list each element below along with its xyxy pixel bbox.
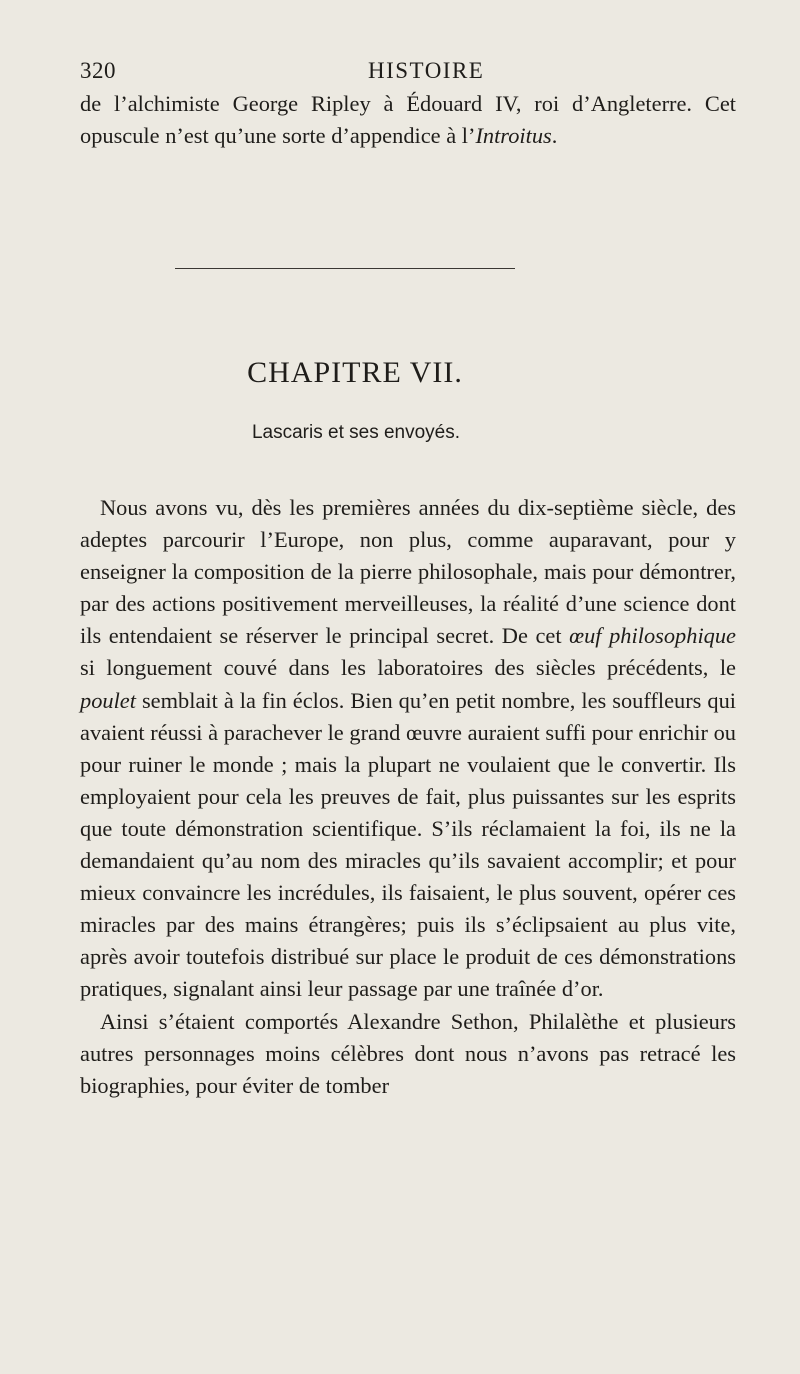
paragraph-2 — [80, 1006, 736, 1102]
section-divider — [175, 268, 515, 269]
continuation-text: de l’alchimiste George Ripley à Édouard IV, roi d’Angleterre. Cet opuscule n’est qu’une sorte d’appendice à l’ — [80, 91, 736, 149]
paragraph-1-text-a: Nous avons vu, dès les premières années du dix-septième siècle, des adeptes parcourir l’Europe, non plus, comme auparavant, pour y enseigner la composition de la pierre philosophale, mais pour démontrer, par des actions positivement merveilleuses, la réalité d’une science dont ils entendaient se réserver le principal secret. De cet — [80, 495, 736, 649]
paragraph-1-italic-a: œuf philosophique — [569, 623, 736, 649]
continuation-paragraph — [80, 88, 736, 152]
paragraph-1 — [80, 492, 736, 1006]
page-number: 320 — [80, 58, 116, 83]
continuation-end: . — [551, 123, 558, 149]
running-title: HISTOIRE — [368, 58, 485, 83]
running-head — [80, 58, 730, 88]
paragraph-1-text-b: si longuement couvé dans les laboratoires des siècles précédents, le — [80, 655, 736, 681]
paragraph-1-text-c: semblait à la fin éclos. Bien qu’en petit nombre, les souffleurs qui avaient réussi à parachever le grand œuvre auraient suffi pour enrichir ou pour ruiner le monde ; mais la plupart ne voulaient que le convertir. Ils employaient pour cela les preuves de fait, plus puissantes sur les esprits que toute démonstration scientifique. S’ils réclamaient la foi, ils ne la demandaient qu’au nom des miracles qu’ils savaient accomplir; et pour mieux convaincre les incrédules, ils faisaient, le plus souvent, opérer ces miracles par des mains étrangères; puis ils s’éclipsaient au plus vite, après avoir toutefois distribué sur place le produit de ces démonstrations pratiques, signalant ainsi leur passage par une traînée d’or. — [80, 687, 736, 1002]
chapter-title: CHAPITRE VII. — [247, 356, 463, 389]
paragraph-1-italic-b: poulet — [80, 687, 136, 713]
chapter-subtitle: Lascaris et ses envoyés. — [251, 422, 461, 443]
paragraph-2-text: Ainsi s’étaient comportés Alexandre Sethon, Philalèthe et plusieurs autres personnages moins célèbres dont nous n’avons pas retracé les biographies, pour éviter de tomber — [80, 1009, 736, 1099]
continuation-italic: Introitus — [475, 123, 552, 149]
